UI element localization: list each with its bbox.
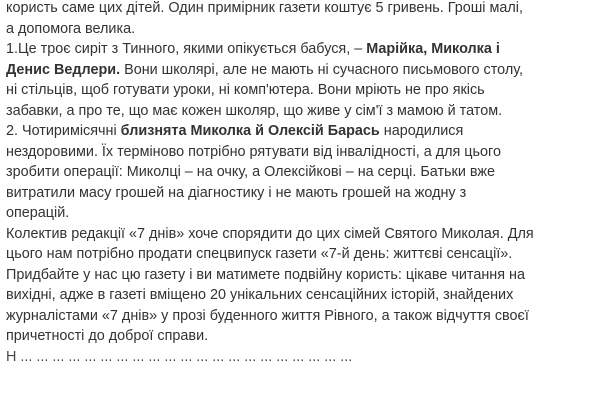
text-line: операцій. bbox=[6, 205, 70, 221]
text-line: 2. Чотиримісячні близнята Миколка й Олексій Барась народилися bbox=[6, 123, 464, 139]
text-line: а допомога велика. bbox=[6, 20, 136, 37]
text-line: зробити операції: Миколці – на очку, а Олексійкові – на серці. Батьки вже bbox=[6, 164, 495, 180]
text-line: забавки, а про те, що має кожен школяр, що живе у сім'ї з мамою й татом. bbox=[6, 102, 503, 119]
text-line: Денис Ведлери. Вони школярі, але не мають ні сучасного письмового столу, bbox=[6, 61, 523, 78]
text-line: нездоровими. Їх терміново потрібно рятувати від інвалідності, а для цього bbox=[6, 143, 501, 160]
text-line: вихідні, адже в газеті вміщено 20 унікальних сенсаційних історій, знайдених bbox=[6, 287, 514, 303]
text-line: журналістами «7 днів» у прозі буденного життя Рівного, а також відчуття своєї bbox=[6, 307, 529, 324]
text-line: 1.Це троє сиріт з Тинного, якими опікується бабуся, – Марійка, Миколка і bbox=[6, 41, 500, 57]
text-line: Колектив редакції «7 днів» хоче спорядити до цих сімей Святого Миколая. Для bbox=[6, 225, 534, 242]
text-line: витратили масу грошей на діагностику і не мають грошей на жодну з bbox=[6, 184, 467, 201]
text-line: користь саме цих дітей. Один примірник газети коштує 5 гривень. Гроші малі, bbox=[6, 0, 523, 16]
text-line-cut-off: Н ... ... ... ... ... ... ... ... ... ... ... ... ... ... ... ... ... ... ... ... ... bbox=[6, 348, 353, 365]
children-surname: Денис Ведлери. bbox=[6, 61, 121, 78]
text-line: Придбайте у нас цю газету і ви матимете подвійну користь: цікаве читання на bbox=[6, 266, 525, 283]
text-line: цього нам потрібно продати спецвипуск газети «7-й день: життєві сенсації». bbox=[6, 246, 513, 262]
text-line: ні стільців, щоб готувати уроки, ні комп'ютера. Вони мріють не про якісь bbox=[6, 82, 485, 98]
text-line: причетності до доброї справи. bbox=[6, 328, 209, 344]
twins-names: близнята Миколка й Олексій Барась bbox=[120, 123, 380, 139]
children-names: Марійка, Миколка і bbox=[366, 41, 500, 57]
